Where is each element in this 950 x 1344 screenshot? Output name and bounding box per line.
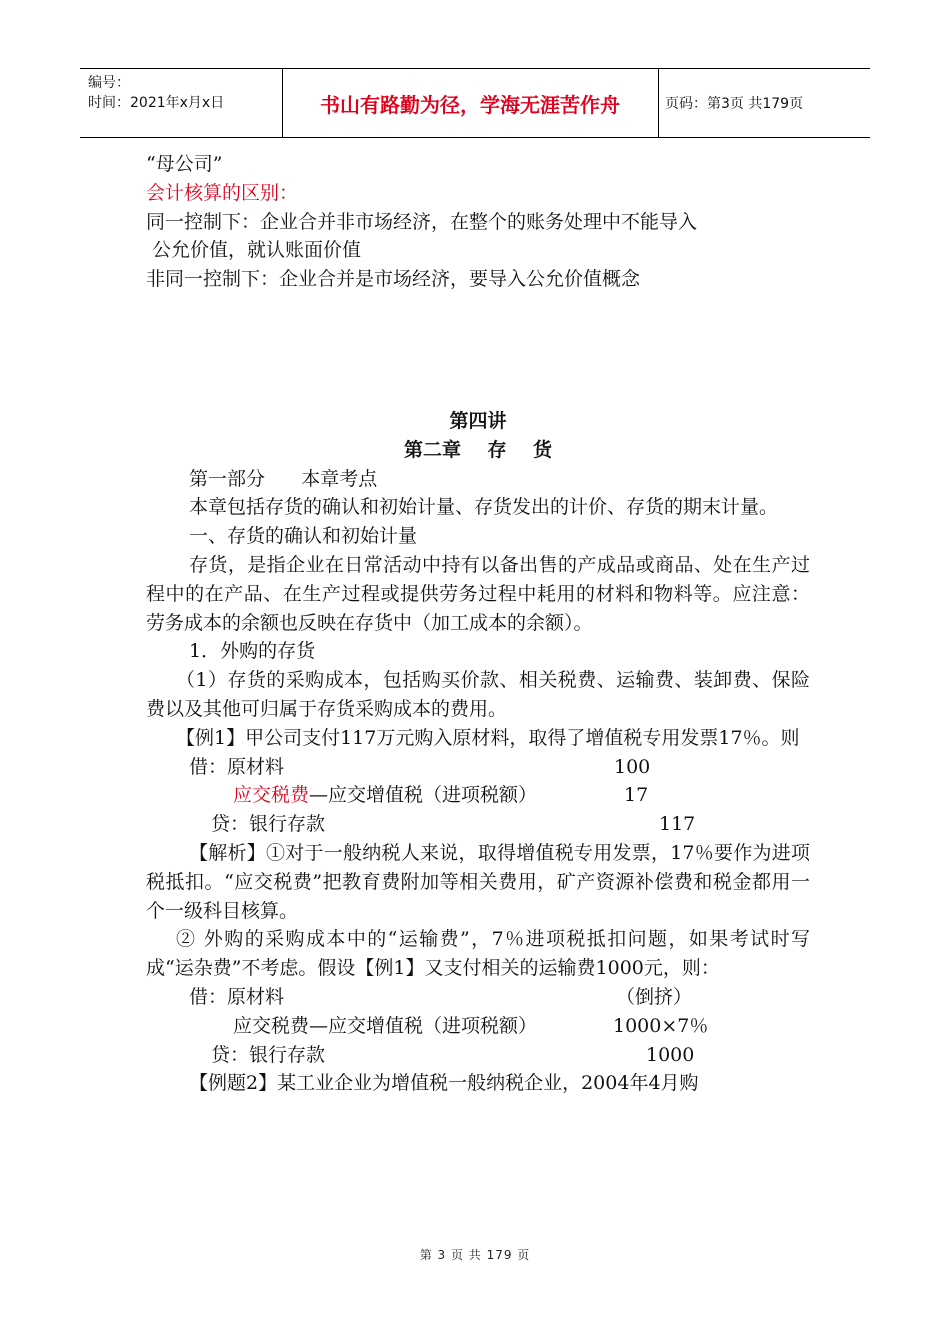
journal-entry-row: [146, 983, 810, 1012]
lecture-title: 第四讲: [449, 409, 507, 432]
page-footer: 第 3 页 共 179 页: [419, 1248, 531, 1262]
analysis: 【解析】①对于一般纳税人来说，取得增值税专用发票，17％要作为进项税抵扣。“应交税费”把教育费附加等相关费用，矿产资源补偿费和税金都用一个一级科目核算。: [146, 841, 810, 922]
example: 【例1】甲公司支付117万元购入原材料，取得了增值税专用发票17％。则: [176, 726, 800, 749]
header-divider: [658, 69, 659, 137]
page-header: [80, 68, 870, 138]
entry-amount: 100: [614, 755, 651, 778]
tax-subaccount: —应交增值税（进项税额）: [309, 784, 538, 807]
journal-entry-row: [146, 810, 810, 839]
chapter-title: 第二章 存 货: [404, 438, 552, 461]
intro-line: “母公司”: [146, 153, 223, 175]
header-motto: 书山有路勤为径，学海无涯苦作舟: [320, 92, 620, 117]
journal-entry-row: [146, 1012, 810, 1041]
entry-amount: 1000: [646, 1043, 695, 1066]
section-title: 一、存货的确认和初始计量: [189, 525, 418, 548]
analysis: ② 外购的采购成本中的“运输费”，7％进项税抵扣问题，如果考试时写成“运杂费”不考虑。假设【例1】又支付相关的运输费1000元，则：: [146, 928, 810, 980]
tax-account: 应交税费: [233, 784, 310, 807]
paragraph: 存货，是指企业在日常活动中持有以备出售的产成品或商品、处在生产过程中的在产品、在生产过程或提供劳务过程中耗用的材料和物料等。应注意：劳务成本的余额也反映在存货中（加工成本的余额）。: [146, 553, 810, 634]
entry-label: 借：原材料: [189, 755, 285, 778]
time-label: 时间：2021年x月x日: [88, 95, 225, 111]
header-divider: [282, 69, 283, 137]
example: 【例题2】某工业企业为增值税一般纳税企业，2004年4月购: [189, 1072, 699, 1095]
entry-label: 借：原材料: [189, 985, 285, 1008]
section-heading: 会计核算的区别：: [146, 181, 299, 204]
paragraph: 本章包括存货的确认和初始计量、存货发出的计价、存货的期末计量。: [189, 496, 779, 519]
paragraph: 同一控制下：企业合并非市场经济，在整个的账务处理中不能导入: [146, 210, 698, 233]
item-title: 1．外购的存货: [189, 640, 316, 663]
entry-label: [233, 781, 537, 810]
journal-entry-row: [146, 781, 810, 810]
number-label: 编号：: [88, 75, 130, 91]
header-page-info: 页码：第3页 共179页: [665, 96, 804, 112]
entry-amount: 1000×7％: [613, 1014, 709, 1037]
document-body: [146, 150, 810, 1098]
paragraph: 非同一控制下：企业合并是市场经济，要导入公允价值概念: [146, 268, 641, 291]
journal-entry-row: [146, 753, 810, 782]
entry-label: 贷：银行存款: [211, 1043, 326, 1066]
entry-label: 贷：银行存款: [211, 813, 326, 836]
paragraph: （1）存货的采购成本，包括购买价款、相关税费、运输费、装卸费、保险费以及其他可归属于存货采购成本的费用。: [146, 669, 810, 720]
header-meta: [88, 73, 224, 113]
journal-entry-row: [146, 1041, 810, 1070]
entry-label: 应交税费—应交增值税（进项税额）: [233, 1014, 538, 1037]
paragraph: 公允价值，就认账面价值: [146, 239, 362, 262]
entry-amount: （倒挤）: [616, 985, 693, 1008]
entry-amount: 117: [659, 813, 696, 836]
entry-amount: 17: [624, 784, 649, 807]
part-title: 第一部分 本章考点: [189, 467, 378, 490]
